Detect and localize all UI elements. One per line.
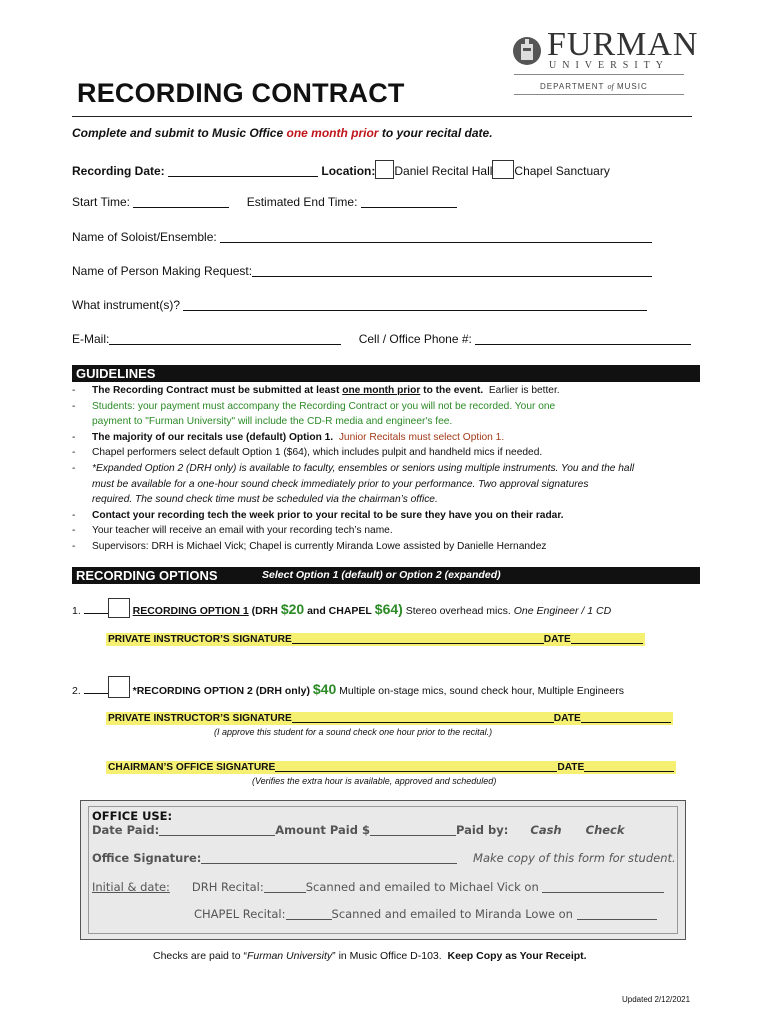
requester-row: Name of Person Making Request: [72, 264, 652, 278]
option-1-signature-row [106, 631, 645, 645]
soloist-row: Name of Soloist/Ensemble: [72, 230, 652, 244]
logo-subtitle: UNIVERSITY [549, 60, 669, 71]
page-title: RECORDING CONTRACT [77, 78, 405, 108]
guidelines-heading: GUIDELINES [76, 366, 156, 381]
instructor-signature-field-2[interactable] [292, 712, 554, 723]
logo-divider [514, 74, 684, 75]
recording-date-row: Recording Date: Location: Daniel Recital Hall Chapel Sanctuary [72, 160, 610, 179]
title-rule [72, 116, 692, 117]
intro-text: Complete and submit to Music Office one month prior to your recital date. [72, 126, 493, 140]
recording-date-field[interactable] [168, 164, 318, 177]
options-subheading: Select Option 1 (default) or Option 2 (expanded) [262, 569, 501, 581]
end-time-field[interactable] [361, 195, 457, 208]
guidelines-bar [72, 365, 700, 382]
office-use-heading: OFFICE USE: [92, 809, 173, 823]
soloist-field[interactable] [220, 230, 652, 243]
date-field-2[interactable] [581, 712, 671, 723]
office-drh-row: Initial & date: DRH Recital: Scanned and emailed to Michael Vick on [92, 880, 664, 894]
checks-note: Checks are paid to “Furman University” in Music Office D-103. Keep Copy as Your Receipt. [153, 950, 587, 962]
office-chapel-row: CHAPEL Recital: Scanned and emailed to Miranda Lowe on [194, 907, 657, 921]
chairman-note: (Verifies the extra hour is available, approved and scheduled) [252, 776, 497, 786]
time-row: Start Time: Estimated End Time: [72, 195, 457, 209]
guideline-item: - Contact your recording tech the week prior to your recital to be sure they have you on their radar. [72, 509, 564, 521]
option-2-signature-row [106, 710, 673, 724]
guideline-item: - Chapel performers select default Option 1 ($64), which includes pulpit and handheld mics if needed. [72, 447, 543, 459]
guideline-item: - Students: your payment must accompany the Recording Contract or you will not be recorded. Your one [72, 400, 556, 412]
university-seal-icon [512, 34, 542, 68]
office-payment-row: Date Paid: Amount Paid $ Paid by: Cash Check [92, 823, 625, 837]
amount-paid-field[interactable] [370, 823, 456, 836]
option-2-note: (I approve this student for a sound check one hour prior to the recital.) [214, 727, 493, 737]
office-signature-field[interactable] [201, 851, 457, 864]
guideline-item: - Supervisors: DRH is Michael Vick; Chapel is currently Miranda Lowe assisted by Danielle Hernandez [72, 540, 547, 552]
options-bar [72, 567, 700, 584]
start-time-field[interactable] [133, 195, 229, 208]
guideline-item: - Your teacher will receive an email with your recording tech’s name. [72, 525, 393, 537]
phone-field[interactable] [475, 332, 691, 345]
option-1-checkbox[interactable] [108, 598, 130, 618]
chapel-checkbox[interactable] [492, 160, 514, 179]
guideline-item: - The Recording Contract must be submitted at least one month prior to the event. Earlier is better. [72, 385, 560, 396]
logo-divider [514, 94, 684, 95]
chairman-signature-label: CHAIRMAN’S OFFICE SIGNATURE DATE [106, 761, 676, 774]
requester-field[interactable] [252, 264, 652, 277]
instruments-field[interactable] [183, 298, 647, 311]
date-paid-field[interactable] [159, 823, 275, 836]
date-field-3[interactable] [584, 761, 674, 772]
guideline-item-cont: payment to "Furman University" will include the CD-R media and engineer's fee. [92, 416, 453, 428]
instruments-row: What instrument(s)? [72, 298, 647, 312]
guideline-item: - *Expanded Option 2 (DRH only) is available to faculty, ensembles or seniors using multiple instruments. You and the hall [72, 462, 635, 474]
instructor-signature-label-1: PRIVATE INSTRUCTOR’S SIGNATURE DATE [106, 633, 645, 646]
guidelines-list [72, 383, 712, 555]
chairman-signature-field[interactable] [275, 761, 557, 772]
instructor-signature-label-2: PRIVATE INSTRUCTOR’S SIGNATURE DATE [106, 712, 673, 725]
email-field[interactable] [109, 332, 341, 345]
instructor-signature-field-1[interactable] [292, 633, 544, 644]
guideline-item-cont: must be available for a one-hour sound check immediately prior to your performance. Two approval signatures [92, 478, 589, 490]
drh-date-field[interactable] [542, 880, 664, 893]
date-field-1[interactable] [571, 633, 643, 644]
chairman-signature-row [106, 759, 676, 773]
guideline-item-cont: required. The sound check time must be scheduled via the chairman’s office. [92, 494, 438, 506]
option-2-checkbox[interactable] [108, 676, 130, 698]
updated-date: Updated 2/12/2021 [622, 995, 691, 1004]
guideline-item: - The majority of our recitals use (default) Option 1. Junior Recitals must select Option 1. [72, 431, 505, 443]
option-1-row: 1. RECORDING OPTION 1 (DRH $20 and CHAPEL $64) Stereo overhead mics. One Engineer / 1 CD [72, 598, 611, 618]
contact-row: E-Mail: Cell / Office Phone #: [72, 332, 691, 346]
logo-wordmark: FURMAN [547, 26, 699, 63]
daniel-hall-checkbox[interactable] [375, 160, 394, 179]
option-2-row: 2. *RECORDING OPTION 2 (DRH only) $40 Multiple on-stage mics, sound check hour, Multiple Engineers [72, 676, 624, 698]
logo-department: DEPARTMENT of MUSIC [540, 82, 648, 91]
office-signature-row: Office Signature: Make copy of this form for student. [92, 851, 676, 865]
chapel-date-field[interactable] [577, 907, 657, 920]
options-heading: RECORDING OPTIONS [76, 568, 218, 583]
